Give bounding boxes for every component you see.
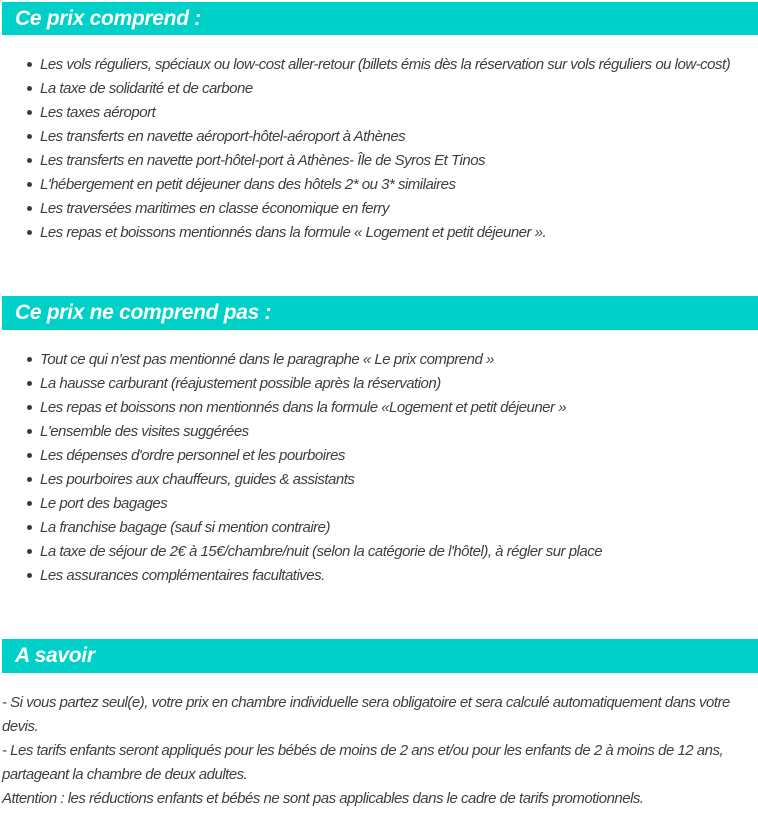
list-item: La franchise bagage (sauf si mention contraire) bbox=[0, 516, 758, 540]
list-item: Le port des bagages bbox=[0, 492, 758, 516]
price-includes-section bbox=[0, 2, 758, 245]
section-header-price-includes bbox=[2, 2, 758, 35]
price-excludes-list bbox=[0, 348, 758, 588]
list-item: Les repas et boissons mentionnés dans la formule « Logement et petit déjeuner ». bbox=[0, 221, 758, 245]
section-title: A savoir bbox=[15, 644, 95, 667]
note-paragraph: - Si vous partez seul(e), votre prix en chambre individuelle sera obligatoire et sera calculé automatiquement dans votre devis. bbox=[2, 694, 730, 735]
list-item: Les transferts en navette aéroport-hôtel-aéroport à Athènes bbox=[0, 125, 758, 149]
note-paragraph: - Les tarifs enfants seront appliqués pour les bébés de moins de 2 ans et/ou pour les enfants de 2 à moins de 12 ans, partageant la chambre de deux adultes. bbox=[2, 742, 724, 783]
list-item: Les dépenses d'ordre personnel et les pourboires bbox=[0, 444, 758, 468]
section-header-good-to-know bbox=[2, 639, 758, 673]
list-item: Les traversées maritimes en classe économique en ferry bbox=[0, 197, 758, 221]
list-item: Les pourboires aux chauffeurs, guides & assistants bbox=[0, 468, 758, 492]
list-item: La taxe de solidarité et de carbone bbox=[0, 77, 758, 101]
price-includes-list bbox=[0, 53, 758, 245]
list-item: L'ensemble des visites suggérées bbox=[0, 420, 758, 444]
list-item: Les vols réguliers, spéciaux ou low-cost aller-retour (billets émis dès la réservation sur vols réguliers ou low-cost) bbox=[0, 53, 758, 77]
note-paragraph: Attention : les réductions enfants et bébés ne sont pas applicables dans le cadre de tarifs promotionnels. bbox=[2, 790, 644, 807]
list-item: Les assurances complémentaires facultatives. bbox=[0, 564, 758, 588]
price-excludes-section bbox=[0, 296, 758, 588]
list-item: Les transferts en navette port-hôtel-port à Athènes- Île de Syros Et Tinos bbox=[0, 149, 758, 173]
good-to-know-section bbox=[0, 639, 758, 811]
list-item: L'hébergement en petit déjeuner dans des hôtels 2* ou 3* similaires bbox=[0, 173, 758, 197]
list-item: Les taxes aéroport bbox=[0, 101, 758, 125]
list-item: Les repas et boissons non mentionnés dans la formule «Logement et petit déjeuner » bbox=[0, 396, 758, 420]
section-title: Ce prix comprend : bbox=[15, 6, 201, 30]
list-item: Tout ce qui n'est pas mentionné dans le paragraphe « Le prix comprend » bbox=[0, 348, 758, 372]
list-item: La taxe de séjour de 2€ à 15€/chambre/nuit (selon la catégorie de l'hôtel), à régler sur place bbox=[0, 540, 758, 564]
section-title: Ce prix ne comprend pas : bbox=[15, 301, 272, 324]
good-to-know-notes bbox=[0, 691, 758, 811]
list-item: La hausse carburant (réajustement possible après la réservation) bbox=[0, 372, 758, 396]
section-header-price-excludes bbox=[2, 296, 758, 330]
